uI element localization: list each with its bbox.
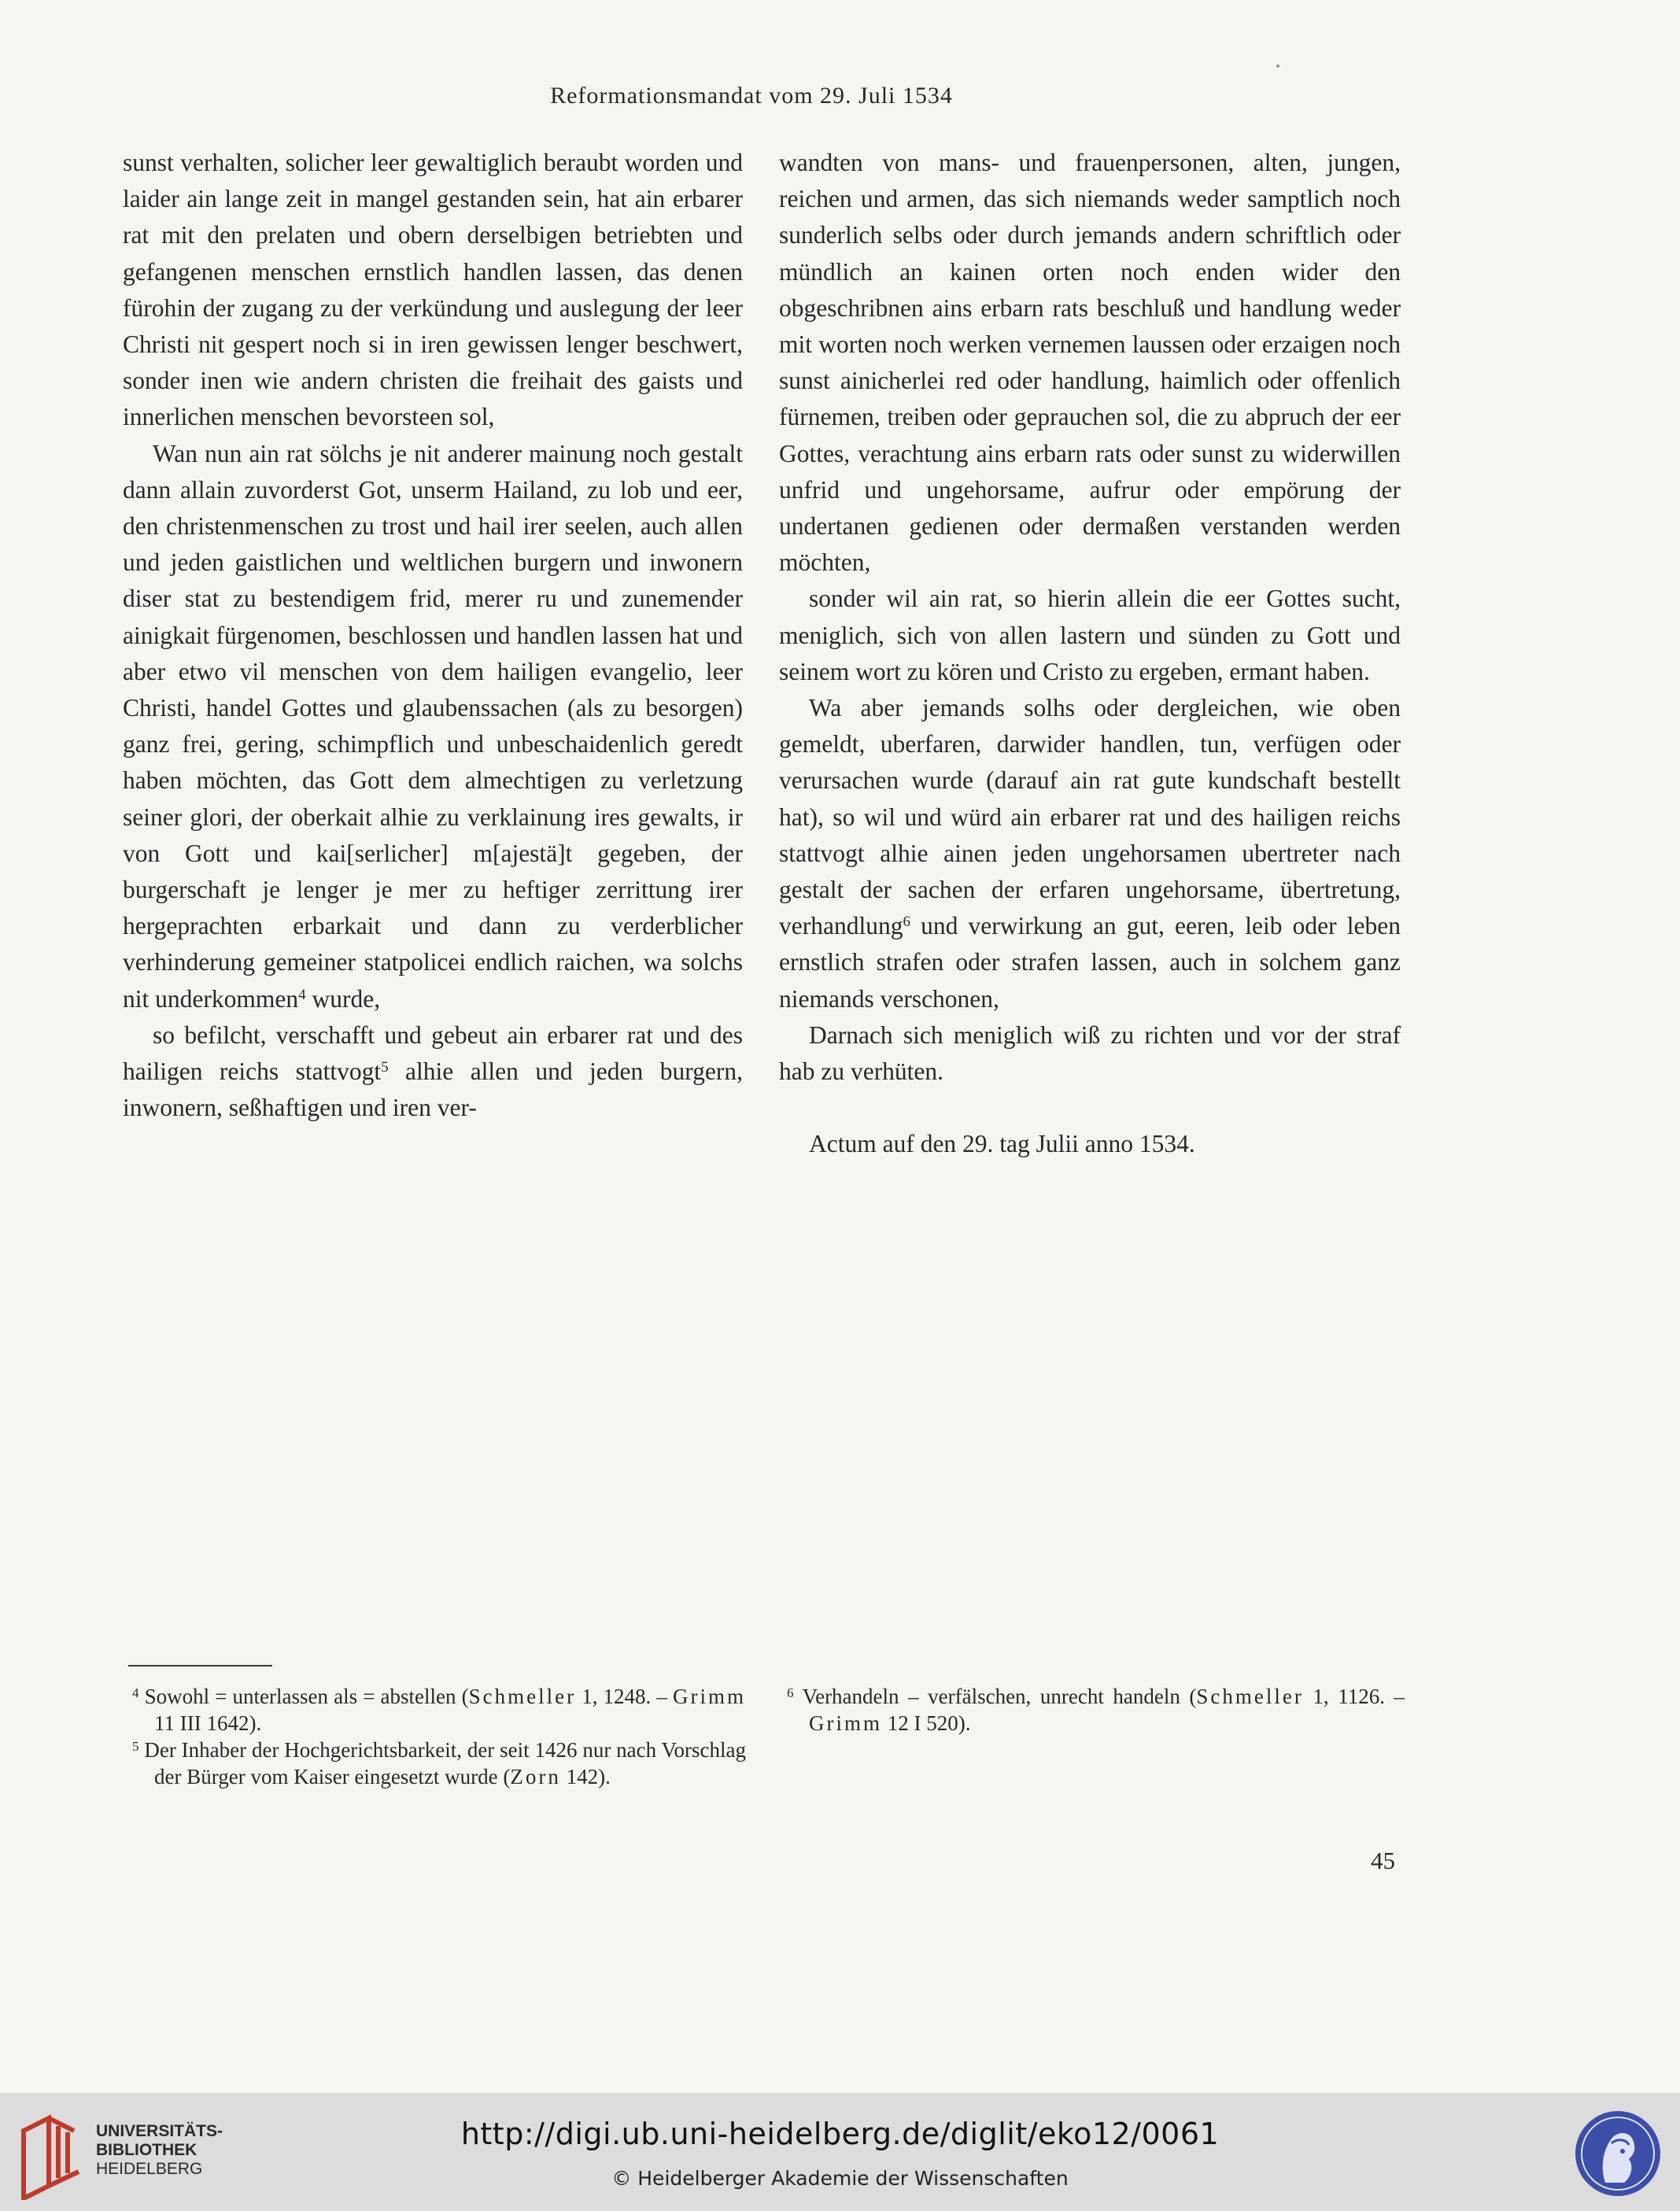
footnote-5: $^5$ Der Inhaber der Hochgerichtsbarkeit, der seit 1426 nur nach Vorschlag der Bürger vom Kaiser eingesetzt wurde (Zorn 142). [132,1738,746,1788]
footnote-ref[interactable]: 6 [903,914,910,931]
footnote-6: $^6$ Verhandeln – verfälschen, unrecht handeln (Schmeller 1, 1126. – Grimm 12 I 520). [787,1685,1405,1735]
footnote-divider [128,1665,272,1667]
page-number: 45 [1371,1847,1395,1874]
academy-seal-icon[interactable] [1574,2107,1662,2200]
footnote-4: $^4$ Sowohl = unterlassen als = abstellen (Schmeller 1, 1248. – Grimm 11 III 1642). [132,1685,747,1735]
paragraph: Darnach sich meniglich wiß zu richten und vor der straf hab zu verhüten. [779,1021,1401,1086]
paragraph: sonder wil ain rat, so hierin allein die eer Gottes sucht, meniglich, sich von allen lastern und sünden zu Gott und seinem wort zu kören und Cristo zu ergeben, ermant haben. [779,585,1401,685]
right-column [779,145,1401,1162]
paragraph: wandten von mans- und frauenpersonen, alten, jungen, reichen und armen, das sich niemands weder samptlich noch sunderlich selbs oder durch jemands andern schriftlich oder mündlich an kainen orten noch enden wider den obgeschribnen ains erbarn rats beschluß und handlung weder mit worten noch werken vernemen laussen oder erzaigen noch sunst ainicherlei red oder handlung, haimlich oder offenlich fürnemen, treiben oder geprauchen sol, die zu abpruch der eer Gottes, verachtung ains erbarn rats oder sunst zu widerwillen unfrid und ungehorsame, aufrur oder empörung der undertanen gedienen oder dermaßen verstanden werden möchten, [779,149,1401,577]
copyright-notice: © Heidelberger Akademie der Wissenschaften [611,2167,1069,2190]
paragraph: Wan nun ain rat sölchs je nit anderer mainung noch gestalt dann allain zuvorderst Got, unserm Hailand, zu lob und eer, den christenmenschen zu trost und hail irer seelen, auch allen und jeden gaistlichen und weltlichen burgern und inwonern diser stat zu bestendigem frid, merer ru und zunemender ainigkait fürgenomen, beschlossen und handlen lassen hat und aber etwo vil menschen von dem hailigen evangelio, leer Christi, handel Gottes und glaubenssachen (als zu besorgen) ganz frei, gering, schimpflich und unbeschaidenlich geredt haben möchten, das Gott dem almechtigen zu verletzung seiner glori, der oberkait alhie zu verklainung ires gewalts, ir von Gott und kai[serlicher] m[ajestä]t gegeben, der burgerschaft je lenger je mer zu heftiger zerrittung irer hergeprachten erbarkait und dann zu verderblicher verhinderung gemeiner statpolicei endlich raichen, wa solchs nit underkommen$^4$ wurde, [123,439,743,1013]
viewer-footer [0,2093,1680,2211]
library-name: UNIVERSITÄTS- BIBLIOTHEK HEIDELBERG [96,2122,223,2178]
footnotes-right [787,1683,1405,1737]
paragraph: Wa aber jemands solhs oder dergleichen, wie oben gemeldt, uberfaren, darwider handlen, tun, verfügen oder verursachen wurde (darauf ain rat gute kundschaft bestellt hat), so wil und würd ain erbarer rat und des hailigen reichs stattvogt alhie ainen jeden ungehorsamen ubertreter nach gestalt der sachen der erfaren ungehorsame, übertretung, verhandlung$^6$ und verwirkung an gut, eeren, leib oder leben ernstlich strafen oder strafen lassen, auch in solchem ganz niemands verschonen, [779,694,1401,1013]
paragraph: sunst verhalten, solicher leer gewaltiglich beraubt worden und laider ain lange zeit in mangel gestanden sein, hat ain erbarer rat mit den prelaten und obern derselbigen betriebten und gefangenen menschen ernstlich handlen lassen, das denen fürohin der zugang zu der verkündung und auslegung der leer Christi nit gespert noch si in iren gewissen lenger beschwert, sonder inen wie andern christen die freihait des gaists und innerlichen menschen bevorsteen sol, [123,149,743,431]
running-header: Reformationsmandat vom 29. Juli 1534 [550,83,953,109]
paragraph: so befilcht, verschafft und gebeut ain erbarer rat und des hailigen reichs stattvogt$^5$ alhie allen und jeden burgern, inwonern, seßhaftigen und iren ver- [123,1021,743,1122]
footnote-ref[interactable]: 4 [298,986,306,1003]
permalink-url[interactable]: http://digi.ub.uni-heidelberg.de/diglit/eko12/0061 [460,2117,1220,2151]
footnotes-left [132,1683,746,1790]
dating-line: Actum auf den 29. tag Julii anno 1534. [809,1130,1195,1158]
left-column [123,145,743,1126]
scan-speck [1276,65,1279,68]
footnote-ref[interactable]: 5 [381,1059,389,1076]
